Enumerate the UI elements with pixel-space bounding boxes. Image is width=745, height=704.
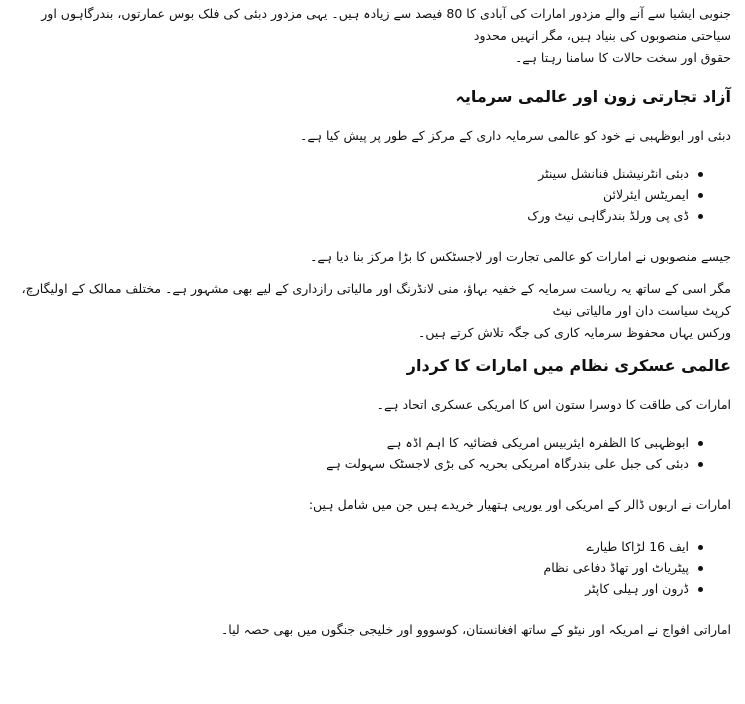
intro-paragraph <box>14 3 731 69</box>
section2-bullet-list <box>14 432 731 474</box>
section1-lead: دبئی اور ابوظہبی نے خود کو عالمی سرمایہ داری کے مرکز کے طور پر پیش کیا ہے۔ <box>300 128 731 143</box>
intro-line-1: جنوبی ایشیا سے آنے والے مزدور امارات کی آبادی کا 80 فیصد سے زیادہ ہیں۔ یہی مزدور دبئی کی فلک بوس عمارتوں، بندرگاہوں اور سیاحتی منصوبوں کی بنیاد ہیں، مگر انہیں محدود <box>41 6 731 43</box>
section2-lead-2: امارات نے اربوں ڈالر کے امریکی اور یورپی ہتھیار خریدے ہیں جن میں شامل ہیں: <box>308 497 731 512</box>
list-item: ڈرون اور ہیلی کاپٹر <box>14 578 703 599</box>
section2-lead: امارات کی طاقت کا دوسرا ستون اس کا امریکی عسکری اتحاد ہے۔ <box>376 397 731 412</box>
section-heading-free-trade: آزاد تجارتی زون اور عالمی سرمایہ <box>455 87 731 106</box>
section1-paragraph-2-line-2: ورکس یہاں محفوظ سرمایہ کاری کی جگہ تلاش کرتے ہیں۔ <box>418 325 731 340</box>
section1-paragraph-2 <box>14 278 731 344</box>
intro-line-2: حقوق اور سخت حالات کا سامنا رہتا ہے۔ <box>514 50 731 65</box>
section2-closing: اماراتی افواج نے امریکہ اور نیٹو کے ساتھ افغانستان، کوسووو اور خلیجی جنگوں میں بھی حصہ لیا۔ <box>220 622 731 637</box>
list-item: ابوظہبی کا الظفرہ ایئربیس امریکی فضائیہ کا اہم اڈہ ہے <box>14 432 703 453</box>
section1-bullet-list <box>14 163 731 226</box>
list-item: پیٹریاٹ اور تھاڈ دفاعی نظام <box>14 557 703 578</box>
section2-weapons-list <box>14 536 731 599</box>
section1-after-list: جیسے منصوبوں نے امارات کو عالمی تجارت اور لاجسٹکس کا بڑا مرکز بنا دیا ہے۔ <box>310 249 731 264</box>
section-heading-military-role: عالمی عسکری نظام میں امارات کا کردار <box>406 356 731 375</box>
section1-paragraph-2-line-1: مگر اسی کے ساتھ یہ ریاست سرمایہ کے خفیہ بہاؤ، منی لانڈرنگ اور مالیاتی رازداری کے لیے بھی مشہور ہے۔ مختلف ممالک کے اولیگارچ، کرپٹ سیاست دان اور مالیاتی نیٹ <box>21 281 731 318</box>
list-item: ڈی پی ورلڈ بندرگاہی نیٹ ورک <box>14 205 703 226</box>
list-item: ایمریٹس ایئرلائن <box>14 184 703 205</box>
list-item: ایف 16 لڑاکا طیارے <box>14 536 703 557</box>
list-item: دبئی کی جبل علی بندرگاہ امریکی بحریہ کی بڑی لاجسٹک سہولت ہے <box>14 453 703 474</box>
list-item: دبئی انٹرنیشنل فنانشل سینٹر <box>14 163 703 184</box>
